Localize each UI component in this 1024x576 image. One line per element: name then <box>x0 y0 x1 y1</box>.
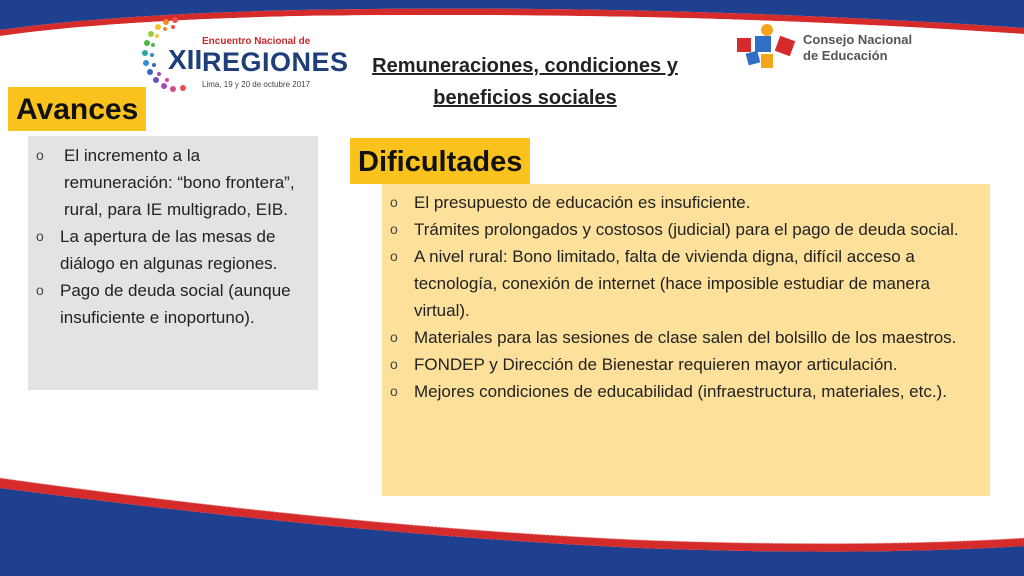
logo-line-3: Lima, 19 y 20 de octubre 2017 <box>202 80 311 89</box>
list-item-text: A nivel rural: Bono limitado, falta de vivienda digna, difícil acceso a tecnología, conexión de internet (hace imposible estudiar de manera virtual). <box>414 247 930 320</box>
bullet-circle-icon: o <box>390 356 398 372</box>
cne-logo-text <box>803 32 912 64</box>
bullet-circle-icon: o <box>390 194 398 210</box>
consejo-nacional-logo <box>733 22 933 72</box>
encuentro-regiones-logo <box>140 14 349 94</box>
cne-logo-line-1: Consejo Nacional <box>803 32 913 47</box>
avances-heading: Avances <box>8 87 146 131</box>
slide-title-line-2: beneficios sociales <box>433 87 617 109</box>
logo-line-2: REGIONES <box>202 47 349 77</box>
bullet-circle-icon: o <box>390 248 398 264</box>
bullet-circle-icon: o <box>390 383 398 399</box>
avances-panel <box>28 136 318 390</box>
avances-list <box>34 142 310 331</box>
cne-emblem-icon <box>733 22 799 72</box>
bullet-circle-icon: o <box>390 221 398 237</box>
list-item-text: FONDEP y Dirección de Bienestar requieren mayor articulación. <box>414 355 898 374</box>
list-item-text: Pago de deuda social (aunque insuficiente e inoportuno). <box>60 281 291 327</box>
list-item <box>34 277 310 331</box>
dificultades-panel <box>382 184 990 496</box>
list-item-text: El incremento a la remuneración: “bono frontera”, rural, para IE multigrado, EIB. <box>64 146 295 219</box>
list-item-text: El presupuesto de educación es insuficiente. <box>414 193 751 212</box>
list-item-text: Mejores condiciones de educabilidad (infraestructura, materiales, etc.). <box>414 382 947 401</box>
logo-numeral: XII <box>168 44 203 75</box>
slide-title <box>345 50 705 114</box>
slide-title-line-1: Remuneraciones, condiciones y <box>372 55 678 77</box>
dificultades-list <box>388 189 982 405</box>
list-item <box>388 351 982 378</box>
list-item <box>388 216 982 243</box>
bullet-circle-icon: o <box>36 228 44 244</box>
list-item <box>34 223 310 277</box>
logo-line-1: Encuentro Nacional de <box>202 36 311 47</box>
list-item <box>388 243 982 324</box>
list-item <box>388 189 982 216</box>
bullet-circle-icon: o <box>36 282 44 298</box>
list-item <box>388 324 982 351</box>
bullet-circle-icon: o <box>36 147 44 163</box>
dificultades-heading: Dificultades <box>350 138 530 184</box>
bullet-circle-icon: o <box>390 329 398 345</box>
list-item-text: Trámites prolongados y costosos (judicial) para el pago de deuda social. <box>414 220 959 239</box>
cne-logo-line-2: de Educación <box>803 48 888 63</box>
list-item-text: La apertura de las mesas de diálogo en algunas regiones. <box>60 227 278 273</box>
list-item <box>388 378 982 405</box>
list-item <box>34 142 310 223</box>
list-item-text: Materiales para las sesiones de clase salen del bolsillo de los maestros. <box>414 328 957 347</box>
